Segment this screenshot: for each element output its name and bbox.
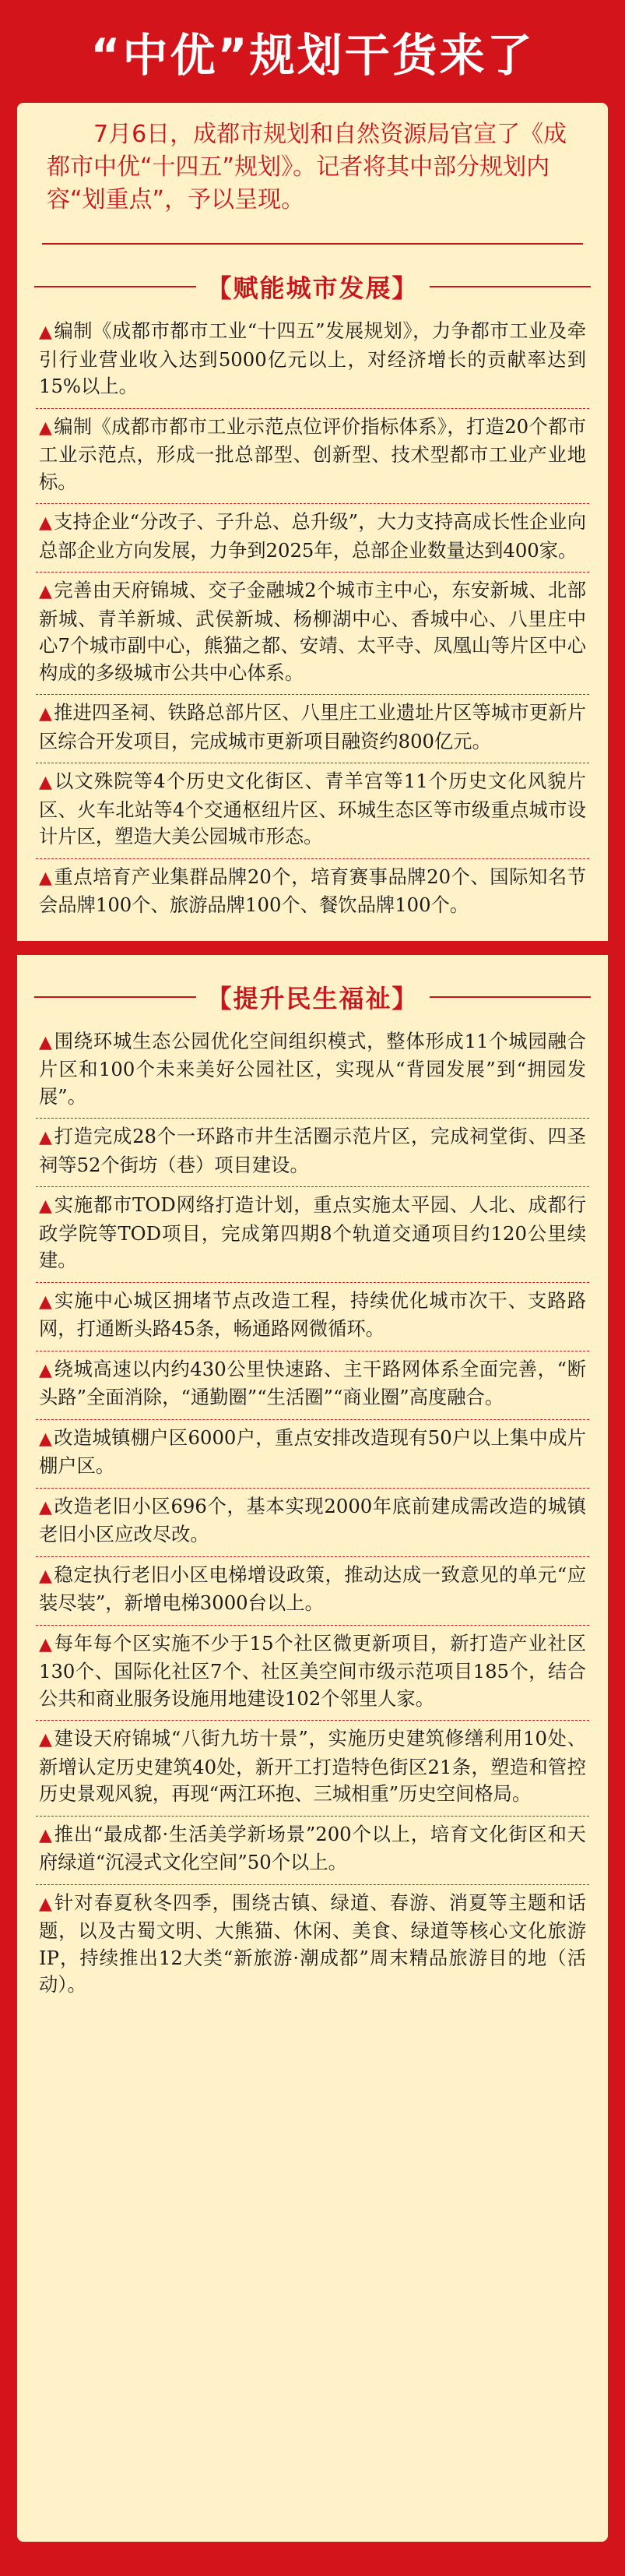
list-item <box>36 1283 589 1351</box>
list-item-text: 完善由天府锦城、交子金融城2个城市主中心，东安新城、北部新城、青羊新城、武侯新城、杨柳湖中心、香城中心、八里庄中心7个城市副中心，熊猫之都、安靖、太平寺、凤凰山等片区中心构成的多级城市公共中心体系。 <box>39 579 586 684</box>
list-item-text: 改造城镇棚户区6000户，重点安排改造现有50户以上集中成片棚户区。 <box>39 1425 587 1477</box>
triangle-bullet-icon: ▲ <box>39 868 53 888</box>
content-panel <box>17 103 608 2542</box>
item-list <box>17 1016 608 2007</box>
list-item <box>36 1626 589 1721</box>
list-item <box>36 573 589 695</box>
list-item <box>36 1721 589 1817</box>
section-header <box>17 978 608 1016</box>
triangle-bullet-icon: ▲ <box>39 1032 53 1052</box>
list-item <box>36 1351 589 1420</box>
list-item-text: 针对春夏秋冬四季，围绕古镇、绿道、春游、消夏等主题和话题，以及古蜀文明、大熊猫、休闲、美食、绿道等核心文化旅游IP，持续推出12大类“新旅游·潮成都”周末精品旅游目的地（活动）。 <box>39 1891 587 1996</box>
list-item-text: 编制《成都市都市工业“十四五”发展规划》，力争都市工业及牵引行业营业收入达到5000亿元以上，对经济增长的贡献率达到15%以上。 <box>39 319 586 397</box>
triangle-bullet-icon: ▲ <box>39 1825 53 1845</box>
list-item-text: 编制《成都市都市工业示范点位评价指标体系》，打造20个都市工业示范点，形成一批总部型、创新型、技术型都市工业产业地标。 <box>39 414 587 493</box>
list-item <box>36 763 589 859</box>
intro-paragraph: 7月6日，成都市规划和自然资源局官宣了《成都市中优“十四五”规划》。记者将其中部分规划内容“划重点”，予以呈现。 <box>42 114 583 245</box>
list-item <box>36 1420 589 1489</box>
triangle-bullet-icon: ▲ <box>39 1429 53 1449</box>
list-item <box>36 1187 589 1283</box>
triangle-bullet-icon: ▲ <box>39 773 54 792</box>
triangle-bullet-icon: ▲ <box>39 1566 53 1586</box>
triangle-bullet-icon: ▲ <box>39 1894 53 1914</box>
list-item-text: 建设天府锦城“八街九坊十景”，实施历史建筑修缮利用10处、新增认定历史建筑40处，新开工打造特色街区21条，塑造和管控历史景观风貌，再现“两江环抱、三城相重”历史空间格局。 <box>39 1727 586 1805</box>
section-title: 【提升民生福祉】 <box>206 983 419 1013</box>
list-item-text: 每年每个区实施不少于15个社区微更新项目，新打造产业社区130个、国际化社区7个、社区美空间市级示范项目185个，结合公共和商业服务设施用地建设102个邻里人家。 <box>39 1631 586 1710</box>
list-item <box>36 1557 589 1626</box>
list-item-text: 支持企业“分改子、子升总、总升级”，大力支持高成长性企业向总部企业方向发展，力争到2025年，总部企业数量达到400家。 <box>39 510 586 562</box>
triangle-bullet-icon: ▲ <box>39 322 53 342</box>
list-item <box>36 1885 589 2007</box>
list-item <box>36 695 589 763</box>
list-item-text: 实施中心城区拥堵节点改造工程，持续优化城市次干、支路路网，打通断头路45条，畅通路网微循环。 <box>39 1288 587 1340</box>
list-item-text: 推出“最成都·生活美学新场景”200个以上，培育文化街区和天府绿道“沉浸式文化空间”50个以上。 <box>39 1822 586 1873</box>
page-title: “中优”规划干货来了 <box>90 29 535 82</box>
list-item-text: 围绕环城生态公园优化空间组织模式，整体形成11个城园融合片区和100个未来美好公园社区，实现从“背园发展”到“拥园发展”。 <box>39 1029 586 1108</box>
triangle-bullet-icon: ▲ <box>39 1196 53 1216</box>
triangle-bullet-icon: ▲ <box>39 513 53 533</box>
item-list <box>17 305 608 927</box>
list-item <box>36 1489 589 1557</box>
header-rule-right <box>430 996 592 998</box>
triangle-bullet-icon: ▲ <box>39 1497 53 1517</box>
list-item <box>36 1817 589 1885</box>
list-item-text: 推进四圣祠、铁路总部片区、八里庄工业遗址片区等城市更新片区综合开发项目，完成城市更新项目融资约800亿元。 <box>39 701 587 752</box>
triangle-bullet-icon: ▲ <box>39 1292 53 1312</box>
list-item <box>36 1024 589 1119</box>
list-item-text: 改造老旧小区696个，基本实现2000年底前建成需改造的城镇老旧小区应改尽改。 <box>39 1494 586 1545</box>
triangle-bullet-icon: ▲ <box>39 1634 53 1654</box>
list-item-text: 打造完成28个一环路市井生活圈示范片区，完成祠堂街、四圣祠等52个街坊（巷）项目建设。 <box>39 1125 586 1176</box>
list-item <box>36 504 589 573</box>
list-item-text: 以文殊院等4个历史文化街区、青羊宫等11个历史文化风貌片区、火车北站等4个交通枢纽片区、环城生态区等市级重点城市设计片区，塑造大美公园城市形态。 <box>39 770 587 848</box>
list-item <box>36 409 589 505</box>
section-header <box>17 268 608 305</box>
triangle-bullet-icon: ▲ <box>39 582 53 601</box>
list-item <box>36 313 589 409</box>
section-improve-livelihood <box>17 978 608 2007</box>
section-title: 【赋能城市发展】 <box>206 273 419 303</box>
header-rule-left <box>34 996 196 998</box>
triangle-bullet-icon: ▲ <box>39 418 53 438</box>
list-item <box>36 1119 589 1187</box>
triangle-bullet-icon: ▲ <box>39 704 53 724</box>
triangle-bullet-icon: ▲ <box>39 1360 53 1380</box>
section-divider <box>17 941 608 955</box>
triangle-bullet-icon: ▲ <box>39 1128 53 1147</box>
list-item-text: 绕城高速以内约430公里快速路、主干路网体系全面完善，“断头路”全面消除，“通勤圈”“生活圈”“商业圈”高度融合。 <box>39 1357 587 1408</box>
list-item <box>36 859 589 927</box>
list-item-text: 稳定执行老旧小区电梯增设政策，推动达成一致意见的单元“应装尽装”，新增电梯3000台以上。 <box>39 1563 587 1614</box>
header-rule-left <box>34 286 196 287</box>
header-rule-right <box>430 286 592 287</box>
list-item-text: 重点培育产业集群品牌20个，培育赛事品牌20个、国际知名节会品牌100个、旅游品牌100个、餐饮品牌100个。 <box>39 865 586 916</box>
triangle-bullet-icon: ▲ <box>39 1730 53 1750</box>
list-item-text: 实施都市TOD网络打造计划，重点实施太平园、人北、成都行政学院等TOD项目，完成第四期8个轨道交通项目约120公里续建。 <box>39 1193 586 1271</box>
section-empower-city <box>17 268 608 927</box>
